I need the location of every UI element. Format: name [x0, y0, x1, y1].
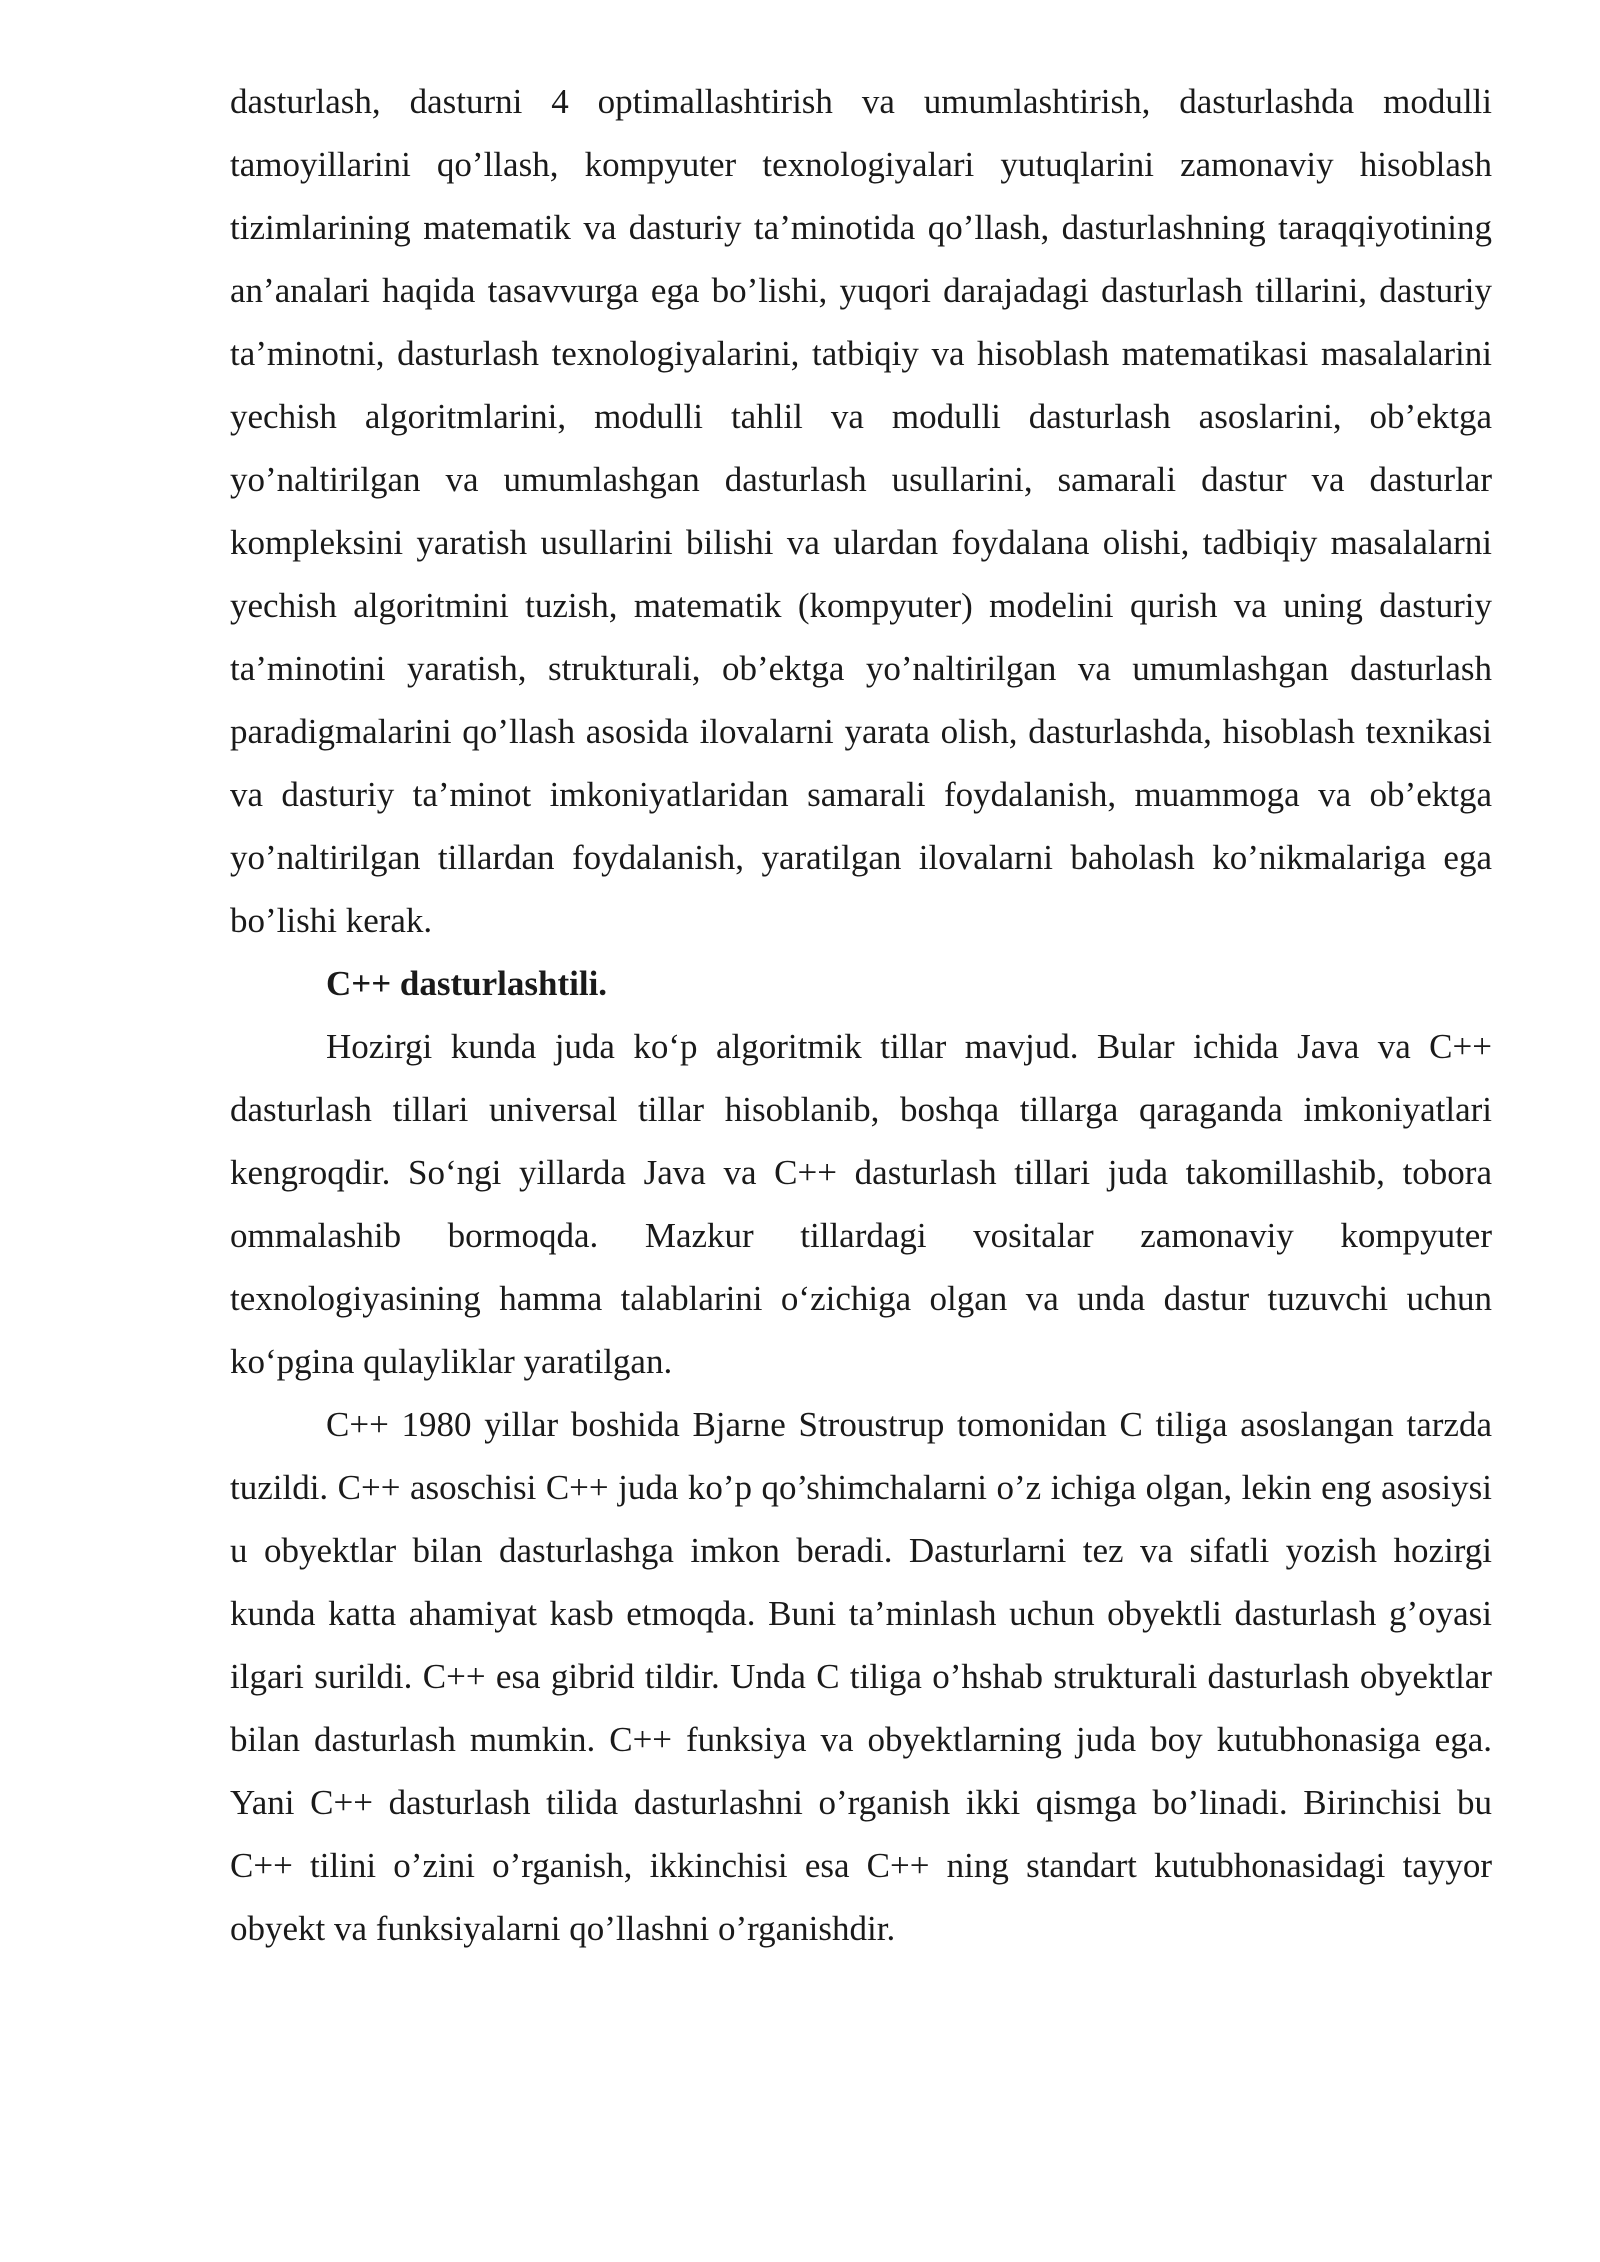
paragraph-languages: Hozirgi kunda juda ko‘p algoritmik tillar mavjud. Bular ichida Java va C++ dasturlash tillari universal tillar hisoblanib, boshqa tillarga qaraganda imkoniyatlari kengroqdir. So‘ngi yillarda Java va C++ dasturlash tillari juda takomillashib, tobora ommalashib bormoqda. Mazkur tillardagi vositalar zamonaviy kompyuter texnologiyasining hamma talablarini o‘zichiga olgan va unda dastur tuzuvchi uchun ko‘pgina qulayliklar yaratilgan. [230, 1027, 1492, 1381]
document-page [230, 70, 1492, 1960]
intro-paragraph: dasturlash, dasturni 4 optimallashtirish va umumlashtirish, dasturlashda modulli tamoyillarini qo’llash, kompyuter texnologiyalari yutuqlarini zamonaviy hisoblash tizimlarining matematik va dasturiy ta’minotida qo’llash, dasturlashning taraqqiyotining an’analari haqida tasavvurga ega bo’lishi, yuqori darajadagi dasturlash tillarini, dasturiy ta’minotni, dasturlash texnologiyalarini, tatbiqiy va hisoblash matematikasi masalalarini yechish algoritmlarini, modulli tahlil va modulli dasturlash asoslarini, ob’ektga yo’naltirilgan va umumlashgan dasturlash usullarini, samarali dastur va dasturlar kompleksini yaratish usullarini bilishi va ulardan foydalana olishi, tadbiqiy masalalarni yechish algoritmini tuzish, matematik (kompyuter) modelini qurish va uning dasturiy ta’minotini yaratish, strukturali, ob’ektga yo’naltirilgan va umumlashgan dasturlash paradigmalarini qo’llash asosida ilovalarni yarata olish, dasturlashda, hisoblash texnikasi va dasturiy ta’minot imkoniyatlaridan samarali foydalanish, muammoga va ob’ektga yo’naltirilgan tillardan foydalanish, yaratilgan ilovalarni baholash ko’nikmalariga ega bo’lishi kerak. [230, 82, 1492, 940]
paragraph-cpp-history: C++ 1980 yillar boshida Bjarne Stroustrup tomonidan C tiliga asoslangan tarzda tuzildi. C++ asoschisi C++ juda ko’p qo’shimchalarni o’z ichiga olgan, lekin eng asosiysi u obyektlar bilan dasturlashga imkon beradi. Dasturlarni tez va sifatli yozish hozirgi kunda katta ahamiyat kasb etmoqda. Buni ta’minlash uchun obyektli dasturlash g’oyasi ilgari surildi. C++ esa gibrid tildir. Unda C tiliga o’hshab strukturali dasturlash obyektlar bilan dasturlash mumkin. C++ funksiya va obyektlarning juda boy kutubhonasiga ega. Yani C++ dasturlash tilida dasturlashni o’rganish ikki qismga bo’linadi. Birinchisi bu C++ tilini o’zini o’rganish, ikkinchisi esa C++ ning standart kutubhonasidagi tayyor obyekt va funksiyalarni qo’llashni o’rganishdir. [230, 1405, 1492, 1948]
section-heading: C++ dasturlashtili. [326, 964, 608, 1003]
